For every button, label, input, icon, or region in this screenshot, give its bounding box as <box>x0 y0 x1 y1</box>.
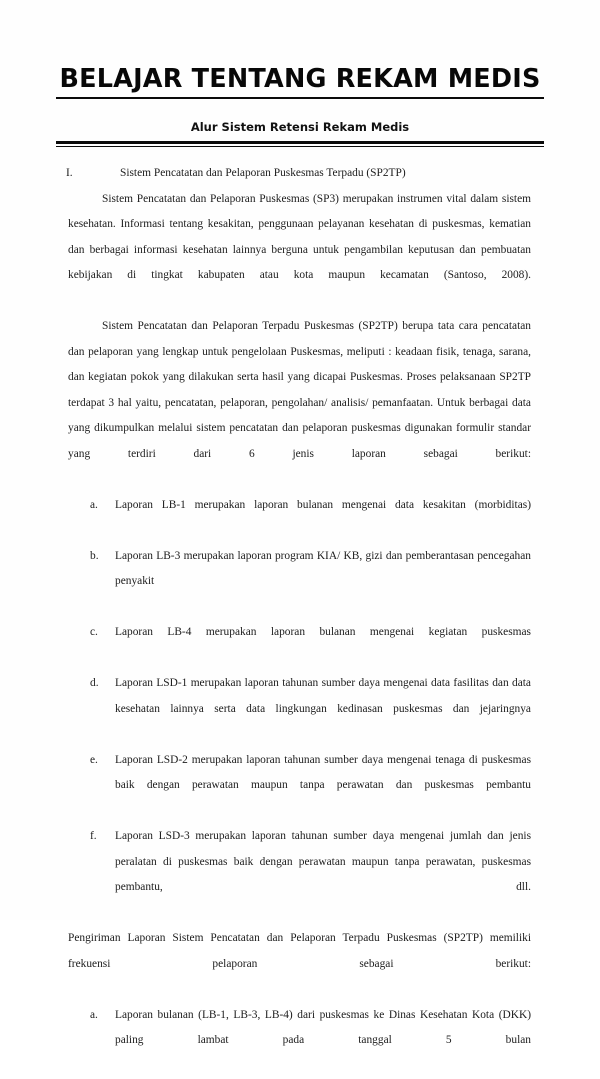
list-item <box>90 493 531 544</box>
list-marker: a. <box>90 1003 98 1029</box>
list-marker: d. <box>90 671 99 697</box>
list-marker: f. <box>90 824 97 850</box>
paragraph-1: Sistem Pencatatan dan Pelaporan Puskesmas (SP3) merupakan instrumen vital dalam sistem kesehatan. Informasi tentang kesakitan, penggunaan pelayanan kesehatan di puskesmas, kematian dan berbagai informasi kesehatan lainnya berguna untuk pengambilan keputusan dan pembuatan kebijakan di tingkat kabupaten atau kota maupun kecamatan (Santoso, 2008). <box>56 187 544 315</box>
section-number: I. <box>66 161 73 187</box>
list-item <box>90 620 531 671</box>
section-heading-text: Sistem Pencatatan dan Pelaporan Puskesmas Terpadu (SP2TP) <box>120 167 406 179</box>
list-item-text: Laporan LSD-3 merupakan laporan tahunan sumber daya mengenai jumlah dan jenis peralatan di puskesmas baik dengan perawatan maupun tanpa perawatan, puskesmas pembantu, dll. <box>115 830 531 893</box>
list-marker: e. <box>90 748 98 774</box>
list-item <box>90 671 531 748</box>
list-item-text: Laporan LB-4 merupakan laporan bulanan mengenai kegiatan puskesmas <box>115 626 531 638</box>
page-title: BELAJAR TENTANG REKAM MEDIS <box>56 64 544 99</box>
list-item-text: Laporan LSD-2 merupakan laporan tahunan sumber daya mengenai tenaga di puskesmas baik dengan perawatan maupun tanpa perawatan dan puskesmas pembantu <box>115 754 531 792</box>
paragraph-2: Sistem Pencatatan dan Pelaporan Terpadu Puskesmas (SP2TP) berupa tata cara pencatatan dan pelaporan yang lengkap untuk pengelolaan Puskesmas, meliputi : keadaan fisik, tenaga, sarana, dan kegiatan pokok yang dilakukan serta hasil yang dicapai Puskesmas. Proses pelaksanaan SP2TP terdapat 3 hal yaitu, pencatatan, pelaporan, pengolahan/ analisis/ pemanfaatan. Untuk berbagai data yang dikumpulkan melalui sistem pencatatan dan pelaporan puskesmas digunakan formulir standar yang terdiri dari 6 jenis laporan sebagai berikut: <box>56 314 544 493</box>
document-header <box>0 0 600 147</box>
list-marker: b. <box>90 544 99 570</box>
header-divider <box>56 141 544 147</box>
paragraph-3: Pengiriman Laporan Sistem Pencatatan dan Pelaporan Terpadu Puskesmas (SP2TP) memiliki frekuensi pelaporan sebagai berikut: <box>56 926 544 1003</box>
list-item <box>90 1003 531 1079</box>
list-marker: c. <box>90 620 98 646</box>
report-types-list <box>56 493 544 927</box>
document-body <box>0 161 600 1079</box>
list-marker: a. <box>90 493 98 519</box>
document-subtitle: Alur Sistem Retensi Rekam Medis <box>56 99 544 134</box>
list-item-text: Laporan LB-1 merupakan laporan bulanan mengenai data kesakitan (morbiditas) <box>115 499 531 511</box>
list-item <box>90 544 531 621</box>
list-item <box>90 748 531 825</box>
list-item <box>90 824 531 926</box>
list-item-text: Laporan LB-3 merupakan laporan program KIA/ KB, gizi dan pemberantasan pencegahan penyakit <box>115 550 531 588</box>
section-heading <box>56 161 544 187</box>
frequency-list <box>56 1003 544 1079</box>
list-item-text: Laporan LSD-1 merupakan laporan tahunan sumber daya mengenai data fasilitas dan data kesehatan lainnya serta data lingkungan kedinasan puskesmas dan jejaringnya <box>115 677 531 715</box>
list-item-text: Laporan bulanan (LB-1, LB-3, LB-4) dari puskesmas ke Dinas Kesehatan Kota (DKK) paling lambat pada tanggal 5 bulan <box>115 1009 531 1047</box>
